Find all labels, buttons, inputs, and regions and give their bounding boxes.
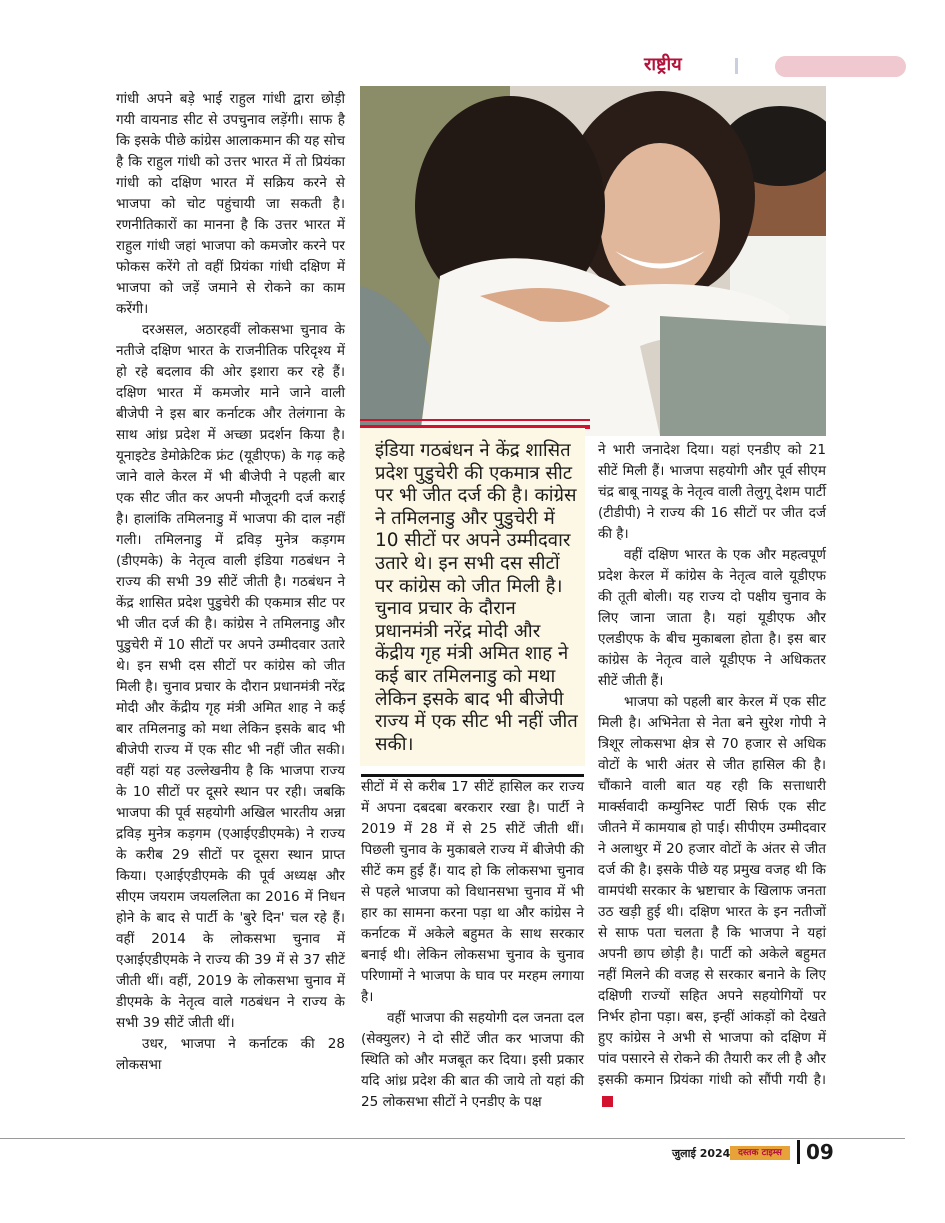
footer-separator bbox=[797, 1140, 800, 1164]
paragraph: गांधी अपने बड़े भाई राहुल गांधी द्वारा छोड़ी गयी वायनाड सीट से उपचुनाव लड़ेंगी। साफ है कि इसके पीछे कांग्रेस आलाकमान की यह सोच है कि राहुल गांधी को उत्तर भारत में तो प्रियंका गांधी को दक्षिण भारत में सक्रिय करने से भाजपा को चोट पहुंचायी जा सकती है। रणनीतिकारों का मानना है कि उत्तर भारत में राहुल गांधी जहां भाजपा को कमजोर करने पर फोकस करेंगे तो वहीं प्रियंका गांधी दक्षिण में भाजपा को जड़ें जमाने से रोकने का काम करेंगी। bbox=[116, 91, 345, 317]
footer-rule bbox=[0, 1138, 905, 1139]
header-decoration-pill bbox=[775, 56, 906, 77]
paragraph: सीटों में से करीब 17 सीटें हासिल कर राज्य में अपना दबदबा बरकरार रखा है। पार्टी ने 2019 में 28 में से 25 सीटें जीती थीं। पिछली चुनाव के मुकाबले राज्य में बीजेपी की सीटें कम हुई हैं। याद हो कि लोकसभा चुनाव से पहले भाजपा को विधानसभा चुनाव में भी हार का सामना करना पड़ा था और कांग्रेस ने कर्नाटक में अकेले बहुमत के साथ सरकार बनाई थी। लेकिन लोकसभा चुनाव के चुनाव परिणामों ने भाजपा के घाव पर मरहम लगाया है। bbox=[361, 779, 584, 1005]
page-number: 09 bbox=[806, 1140, 834, 1164]
paragraph: ने भारी जनादेश दिया। यहां एनडीए को 21 सीटें मिली हैं। भाजपा सहयोगी और पूर्व सीएम चंद्र बाबू नायडू के नेतृत्व वाली तेलुगू देशम पार्टी (टीडीपी) ने राज्य की 16 सीटों पर जीत दर्ज की है। bbox=[598, 442, 826, 542]
article-column-1 bbox=[116, 89, 345, 1076]
paragraph: उधर, भाजपा ने कर्नाटक की 28 लोकसभा bbox=[116, 1036, 345, 1073]
paragraph: वहीं दक्षिण भारत के एक और महत्वपूर्ण प्रदेश केरल में कांग्रेस के नेतृत्व वाले यूडीएफ की तूती बोली। यह राज्य दो पक्षीय चुनाव के लिए जाना जाता है। यहां यूडीएफ और एलडीएफ के बीच मुकाबला होता है। इस बार कांग्रेस के नेतृत्व वाले यूडीएफ ने अधिकतर सीटें जीती हैं। bbox=[598, 547, 826, 689]
end-of-article-mark bbox=[602, 1096, 613, 1107]
section-label: राष्ट्रीय bbox=[644, 54, 682, 75]
paragraph: वहीं भाजपा की सहयोगी दल जनता दल (सेक्युलर) ने दो सीटें जीत कर भाजपा की स्थिति को और मजबूत कर दिया। इसी प्रकार यदि आंध्र प्रदेश की बात की जाये तो यहां की 25 लोकसभा सीटों ने एनडीए के पक्ष bbox=[361, 1010, 584, 1110]
paragraph bbox=[598, 692, 826, 1112]
paragraph-text: भाजपा को पहली बार केरल में एक सीट मिली है। अभिनेता से नेता बने सुरेश गोपी ने त्रिशूर लोकसभा क्षेत्र से 70 हजार से अधिक वोटों के भारी अंतर से जीत हासिल की है। चौंकाने वाली बात यह रही कि सत्ताधारी मार्क्सवादी कम्युनिस्ट पार्टी सिर्फ एक सीट जीतने में कामयाब हो पाई। सीपीएम उम्मीदवार ने अलाथुर में 20 हजार वोटों के अंतर से जीत दर्ज की है। इसके पीछे यह प्रमुख वजह थी कि वामपंथी सरकार के भ्रष्टाचार के खिलाफ जनता उठ खड़ी हुई थी। दक्षिण भारत के इन नतीजों से साफ पता चलता है कि भाजपा ने यहां अपनी छाप छोड़ी है। पार्टी को अकेले बहुमत नहीं मिलने की वजह से सरकार बनाने के लिए दक्षिणी राज्यों सहित अपने सहयोगियों पर निर्भर होना पड़ा। बस, इन्हीं आंकड़ों को देखते हुए कांग्रेस ने अभी से भाजपा को दक्षिण में पांव पसारने से रोकने की तैयारी कर ली है और इसकी कमान प्रियंका गांधी को सौंपी गयी है। bbox=[598, 694, 826, 1088]
article-photo bbox=[360, 86, 826, 436]
pull-quote-text: इंडिया गठबंधन ने केंद्र शासित प्रदेश पुडुचेरी की एकमात्र सीट पर भी जीत दर्ज की है। कांग्रेस ने तमिलनाडु और पुडुचेरी में 10 सीटों पर अपने उम्मीदवार उतारे थे। इन सभी दस सीटों पर कांग्रेस को जीत मिली है। चुनाव प्रचार के दौरान प्रधानमंत्री नरेंद्र मोदी और केंद्रीय गृह मंत्री अमित शाह ने कई बार तमिलनाडु को मथा लेकिन इसके बाद भी बीजेपी राज्य में एक सीट भी नहीं जीत सकी। bbox=[375, 440, 578, 755]
header-separator bbox=[735, 58, 738, 74]
article-column-2 bbox=[361, 777, 584, 1113]
article-column-3 bbox=[598, 440, 826, 1112]
magazine-logo: दस्तक टाइम्स bbox=[730, 1146, 790, 1160]
issue-date: जुलाई 2024 bbox=[672, 1147, 731, 1160]
paragraph: दरअसल, अठारहवीं लोकसभा चुनाव के नतीजे दक्षिण भारत के राजनीतिक परिदृश्य में हो रहे बदलाव की ओर इशारा कर रहे हैं। दक्षिण भारत में कमजोर माने जाने वाली बीजेपी ने इस बार कर्नाटक और तेलंगाना के साथ आंध्र प्रदेश में अच्छा प्रदर्शन किया है। यूनाइटेड डेमोक्रेटिक फ्रंट (यूडीएफ) के गढ़ कहे जाने वाले केरल में भी बीजेपी ने पहली बार एक सीट जीत कर अपनी मौजूदगी दर्ज कराई है। हालांकि तमिलनाडु में भाजपा की दाल नहीं गली। तमिलनाडु में द्रविड़ मुनेत्र कड़गम (डीएमके) के नेतृत्व वाली इंडिया गठबंधन ने राज्य की सभी 39 सीटें जीती है। गठबंधन ने केंद्र शासित प्रदेश पुडुचेरी की एकमात्र सीट पर भी जीत दर्ज की है। कांग्रेस ने तमिलनाडु और पुडुचेरी में 10 सीटों पर अपने उम्मीदवार उतारे थे। इन सभी दस सीटों पर कांग्रेस को जीत मिली है। चुनाव प्रचार के दौरान प्रधानमंत्री नरेंद्र मोदी और केंद्रीय गृह मंत्री अमित शाह ने कई बार तमिलनाडु को मथा लेकिन इसके बाद भी बीजेपी राज्य में एक सीट भी नहीं जीत सकी। वहीं यहां यह उल्लेखनीय है कि भाजपा राज्य के 10 सीटों पर दूसरे स्थान पर रही। जबकि भाजपा की पूर्व सहयोगी अखिल भारतीय अन्ना द्रविड़ मुनेत्र कड़गम (एआईएडीएमके) ने राज्य के करीब 29 सीटों पर दूसरा स्थान प्राप्त किया। एआईएडीएमके की पूर्व अध्यक्ष और सीएम जयराम जयललिता का 2016 में निधन होने के बाद से पार्टी के 'बुरे दिन' चल रहे हैं। वहीं 2014 के लोकसभा चुनाव में एआईएडीएमके ने राज्य की 39 में से 37 सीटें जीती थीं। वहीं, 2019 के लोकसभा चुनाव में डीएमके के नेतृत्व वाले गठबंधन ने राज्य के सभी 39 सीटें जीती थीं। bbox=[116, 322, 345, 1031]
photo-illustration bbox=[360, 86, 826, 436]
